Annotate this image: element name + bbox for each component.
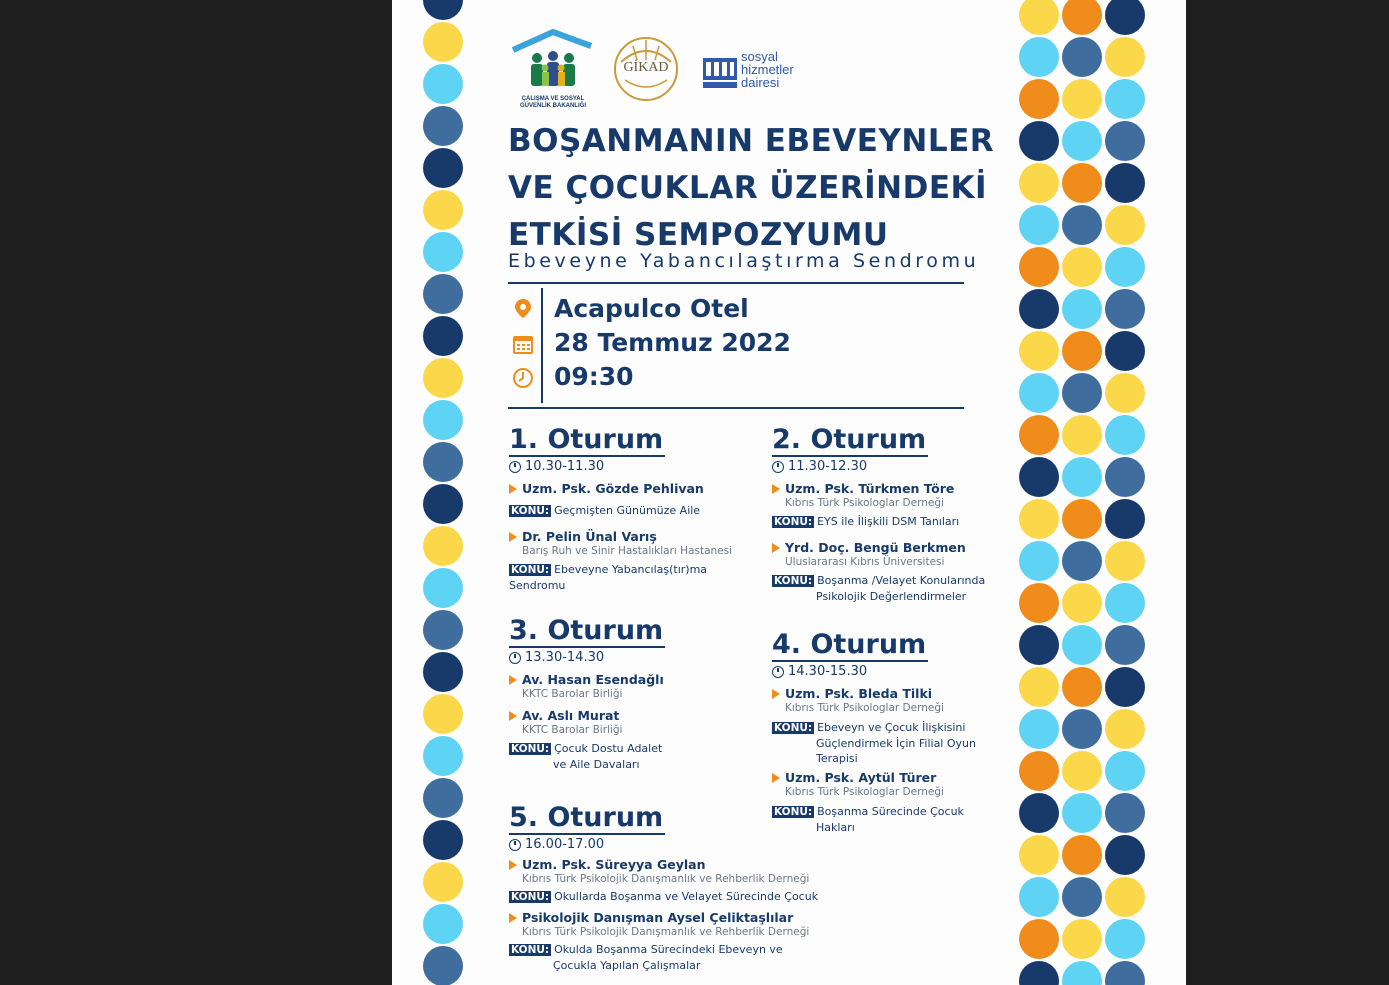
decor-dot (423, 316, 463, 356)
arrow-icon (509, 675, 517, 685)
arrow-icon (509, 484, 517, 494)
decor-dot (1062, 37, 1102, 77)
speaker-name: Uzm. Psk. Bleda Tilki (785, 686, 933, 701)
title-line-2: VE ÇOCUKLAR ÜZERİNDEKİ (508, 170, 988, 206)
konu-label: KONU: (511, 564, 550, 576)
speaker-affiliation: Kıbrıs Türk Psikologlar Derneği (785, 702, 944, 714)
decor-dot (1019, 961, 1059, 985)
decor-dot (1062, 121, 1102, 161)
topic-text-cont: Psikolojik Değerlendirmeler (816, 590, 967, 603)
decor-dot (1019, 709, 1059, 749)
decor-dot (1062, 247, 1102, 287)
decor-dot (1019, 835, 1059, 875)
speaker (509, 672, 749, 687)
decor-dot (1105, 625, 1145, 665)
topic-text: Ebeveyn ve Çocuk İlişkisini (817, 721, 966, 734)
arrow-icon (772, 773, 780, 783)
session-time (509, 650, 749, 665)
location-pin-icon (512, 298, 534, 320)
decor-dot (423, 442, 463, 482)
decor-dot (1019, 331, 1059, 371)
clock-icon (772, 666, 784, 678)
clock-icon (509, 839, 521, 851)
title-line-3: ETKİSİ SEMPOZYUMU (508, 217, 889, 253)
decor-dot (1105, 79, 1145, 119)
venue: Acapulco Otel (554, 294, 749, 323)
decor-dot (1062, 415, 1102, 455)
decor-dot (1019, 121, 1059, 161)
clock-icon (512, 367, 534, 389)
decor-dot (1105, 289, 1145, 329)
decor-dot (1019, 667, 1059, 707)
topic-text-cont: Sendromu (509, 579, 566, 592)
decor-dot (1019, 79, 1059, 119)
speaker-name: Uzm. Psk. Türkmen Töre (785, 481, 955, 496)
speaker-affiliation: KKTC Barolar Birliği (522, 688, 623, 700)
konu-label: KONU: (774, 575, 813, 587)
arrow-icon (509, 532, 517, 542)
decor-dot (1062, 751, 1102, 791)
topic (772, 514, 1012, 530)
decor-dot (423, 148, 463, 188)
decor-dot (423, 232, 463, 272)
speaker-affiliation: Kıbrıs Türk Psikologlar Derneği (785, 786, 944, 798)
speaker-name: Uzm. Psk. Gözde Pehlivan (522, 481, 704, 496)
decor-dot (1105, 415, 1145, 455)
event-date: 28 Temmuz 2022 (554, 328, 791, 357)
decor-dot (1062, 793, 1102, 833)
session-time (772, 459, 1012, 474)
topic-text: Geçmişten Günümüze Aile (554, 504, 701, 517)
decor-dot (423, 862, 463, 902)
shd-line1: sosyal (741, 49, 778, 64)
arrow-icon (509, 711, 517, 721)
decor-dot (423, 904, 463, 944)
speaker-affiliation: Kıbrıs Türk Psikolojik Danışmanlık ve Rehberlik Derneği (522, 873, 810, 885)
decor-dot (1062, 289, 1102, 329)
logo-bar (507, 28, 807, 118)
topic-text: Okullarda Boşanma ve Velayet Sürecinde Çocuk (554, 890, 819, 903)
topic (509, 503, 749, 519)
speaker (509, 481, 749, 496)
decor-dot (1105, 331, 1145, 371)
shd-line2: hizmetler (741, 62, 794, 77)
topic-text: Çocuk Dostu Adalet (554, 742, 663, 755)
decor-dot (423, 22, 463, 62)
session-time (509, 459, 749, 474)
topic (772, 720, 1012, 766)
session-title: 2. Oturum (772, 424, 927, 455)
speaker (509, 910, 849, 925)
decor-dot (1019, 583, 1059, 623)
konu-label: KONU: (774, 806, 813, 818)
decor-dot (1105, 499, 1145, 539)
arrow-icon (509, 913, 517, 923)
topic-text-cont: Çocukla Yapılan Çalışmalar (553, 959, 701, 972)
decor-dot (423, 610, 463, 650)
topic (509, 562, 749, 593)
speaker-affiliation: Barış Ruh ve Sinir Hastalıkları Hastanesi (522, 545, 733, 557)
clock-icon (509, 461, 521, 473)
subtitle: Ebeveyne Yabancılaştırma Sendromu (508, 250, 980, 272)
session-time-text: 11.30-12.30 (788, 459, 868, 474)
decor-dot (423, 274, 463, 314)
session-1 (509, 425, 749, 593)
decor-dot (1105, 121, 1145, 161)
clock-icon (772, 461, 784, 473)
session-5 (509, 803, 849, 973)
speaker-name: Dr. Pelin Ünal Varış (522, 529, 657, 544)
speaker-name: Psikolojik Danışman Aysel Çeliktaşlılar (522, 910, 794, 925)
decor-dot (1105, 709, 1145, 749)
speaker (509, 708, 749, 723)
decor-dot (1062, 331, 1102, 371)
session-title: 4. Oturum (772, 629, 927, 660)
decor-dot (1019, 625, 1059, 665)
decor-dot (1019, 289, 1059, 329)
decor-dot (1062, 499, 1102, 539)
decor-dot (1019, 919, 1059, 959)
decor-dot (1105, 457, 1145, 497)
decor-dot (423, 484, 463, 524)
session-title: 5. Oturum (509, 802, 664, 833)
arrow-icon (772, 484, 780, 494)
decor-dot (423, 190, 463, 230)
decor-dot (423, 652, 463, 692)
decor-dot (1105, 793, 1145, 833)
topic-text-cont: ve Aile Davaları (553, 758, 640, 771)
arrow-icon (772, 543, 780, 553)
decor-dot (423, 568, 463, 608)
session-time-text: 14.30-15.30 (788, 664, 868, 679)
session-time-text: 13.30-14.30 (525, 650, 605, 665)
speaker-name: Yrd. Doç. Bengü Berkmen (785, 540, 966, 555)
shd-logo (703, 50, 807, 94)
speaker-affiliation: Uluslararası Kıbrıs Üniversitesi (785, 556, 945, 568)
decor-dot (1019, 793, 1059, 833)
decor-dot (1019, 373, 1059, 413)
decor-dot (1062, 877, 1102, 917)
decor-dot (1062, 79, 1102, 119)
konu-label: KONU: (511, 891, 550, 903)
decor-dot (1062, 625, 1102, 665)
speaker-affiliation: Kıbrıs Türk Psikolojik Danışmanlık ve Rehberlik Derneği (522, 926, 810, 938)
topic-text: Okulda Boşanma Sürecindeki Ebeveyn ve (554, 943, 783, 956)
info-divider (541, 288, 543, 403)
decor-dot (1019, 247, 1059, 287)
session-title: 1. Oturum (509, 424, 664, 455)
decor-dot (1019, 499, 1059, 539)
topic-text-cont: Terapisi (816, 752, 858, 765)
topic (772, 573, 1012, 604)
clock-icon (509, 652, 521, 664)
speaker (772, 481, 1012, 496)
session-2 (772, 425, 1012, 604)
decor-dot (1105, 667, 1145, 707)
konu-label: KONU: (774, 516, 813, 528)
arrow-icon (772, 689, 780, 699)
decor-dot (1062, 835, 1102, 875)
decor-dot (1019, 751, 1059, 791)
decor-dot (1105, 37, 1145, 77)
session-time (509, 837, 849, 852)
decor-dot (1105, 877, 1145, 917)
speaker (509, 529, 749, 544)
speaker-name: Uzm. Psk. Aytül Türer (785, 770, 937, 785)
decor-dot (423, 778, 463, 818)
shd-line3: dairesi (741, 75, 780, 90)
session-time-text: 16.00-17.00 (525, 837, 605, 852)
decor-dot (1105, 919, 1145, 959)
decor-dot (1105, 835, 1145, 875)
session-3 (509, 616, 749, 772)
speaker-affiliation: KKTC Barolar Birliği (522, 724, 623, 736)
decor-dot (1105, 247, 1145, 287)
symposium-title (508, 118, 994, 259)
event-time: 09:30 (554, 362, 634, 391)
session-time-text: 10.30-11.30 (525, 459, 605, 474)
decor-dot (423, 820, 463, 860)
speaker (772, 770, 1012, 785)
decor-dot (1062, 961, 1102, 985)
decor-dot (1062, 541, 1102, 581)
decor-dot (1062, 709, 1102, 749)
speaker (772, 540, 1012, 555)
decor-dot (1019, 457, 1059, 497)
topic (509, 889, 849, 905)
decor-dot (1105, 205, 1145, 245)
decor-dot (1062, 373, 1102, 413)
decor-dot (1105, 961, 1145, 985)
topic-text: Boşanma Sürecinde Çocuk (817, 805, 964, 818)
decor-dot (423, 106, 463, 146)
decor-dot (1019, 205, 1059, 245)
decor-dot (1105, 163, 1145, 203)
divider-bottom (508, 407, 964, 409)
decor-dot (1019, 415, 1059, 455)
decor-dot (1062, 457, 1102, 497)
decor-dot (1105, 751, 1145, 791)
calendar-icon (512, 333, 534, 355)
speaker (772, 686, 1012, 701)
arrow-icon (509, 860, 517, 870)
ministry-name: ÇALIŞMA VE SOSYAL GÜVENLİK BAKANLIĞI (520, 96, 586, 109)
topic (509, 942, 849, 973)
decor-dot (423, 526, 463, 566)
speaker-affiliation: Kıbrıs Türk Psikologlar Derneği (785, 497, 944, 509)
session-title: 3. Oturum (509, 615, 664, 646)
konu-label: KONU: (511, 944, 550, 956)
topic-text-cont: Güçlendirmek İçin Filial Oyun (816, 737, 976, 750)
topic-text: Ebeveyne Yabancılaş(tır)ma (554, 563, 708, 576)
decor-dot (423, 400, 463, 440)
decor-dot (423, 64, 463, 104)
decor-dot (1062, 205, 1102, 245)
shd-people-icon (703, 52, 737, 92)
decor-dot (1062, 163, 1102, 203)
decor-dot (1062, 0, 1102, 35)
poster (392, 0, 1186, 985)
topic-text: EYS ile İlişkili DSM Tanıları (817, 515, 960, 528)
topic (509, 741, 749, 772)
konu-label: KONU: (774, 722, 813, 734)
speaker-name: Av. Aslı Murat (522, 708, 620, 723)
decor-dot (423, 358, 463, 398)
konu-label: KONU: (511, 505, 550, 517)
decor-dot (1019, 877, 1059, 917)
konu-label: KONU: (511, 743, 550, 755)
decor-dot (1105, 541, 1145, 581)
decor-dot (1019, 37, 1059, 77)
speaker (509, 857, 849, 872)
session-time (772, 664, 1012, 679)
topic-text-cont: Hakları (816, 821, 855, 834)
right-dot-pattern (1012, 0, 1186, 985)
decor-dot (1105, 373, 1145, 413)
family-house-icon (507, 28, 599, 94)
decor-dot (1062, 583, 1102, 623)
divider-top (508, 282, 964, 284)
topic-text: Boşanma /Velayet Konularında (817, 574, 986, 587)
gikad-name: GİKAD (623, 60, 669, 75)
speaker-name: Av. Hasan Esendağlı (522, 672, 664, 687)
decor-dot (423, 0, 463, 20)
speaker-name: Uzm. Psk. Süreyya Geylan (522, 857, 706, 872)
decor-dot (1062, 667, 1102, 707)
decor-dot (1019, 163, 1059, 203)
title-line-1: BOŞANMANIN EBEVEYNLER (508, 123, 995, 159)
decor-dot (1019, 541, 1059, 581)
decor-dot (423, 736, 463, 776)
ministry-logo (507, 28, 599, 112)
decor-dot (1062, 919, 1102, 959)
decor-dot (1105, 0, 1145, 35)
decor-dot (423, 694, 463, 734)
left-dot-pattern (392, 0, 464, 985)
gikad-logo (613, 36, 679, 102)
decor-dot (423, 946, 463, 985)
decor-dot (1019, 0, 1059, 35)
decor-dot (1105, 583, 1145, 623)
